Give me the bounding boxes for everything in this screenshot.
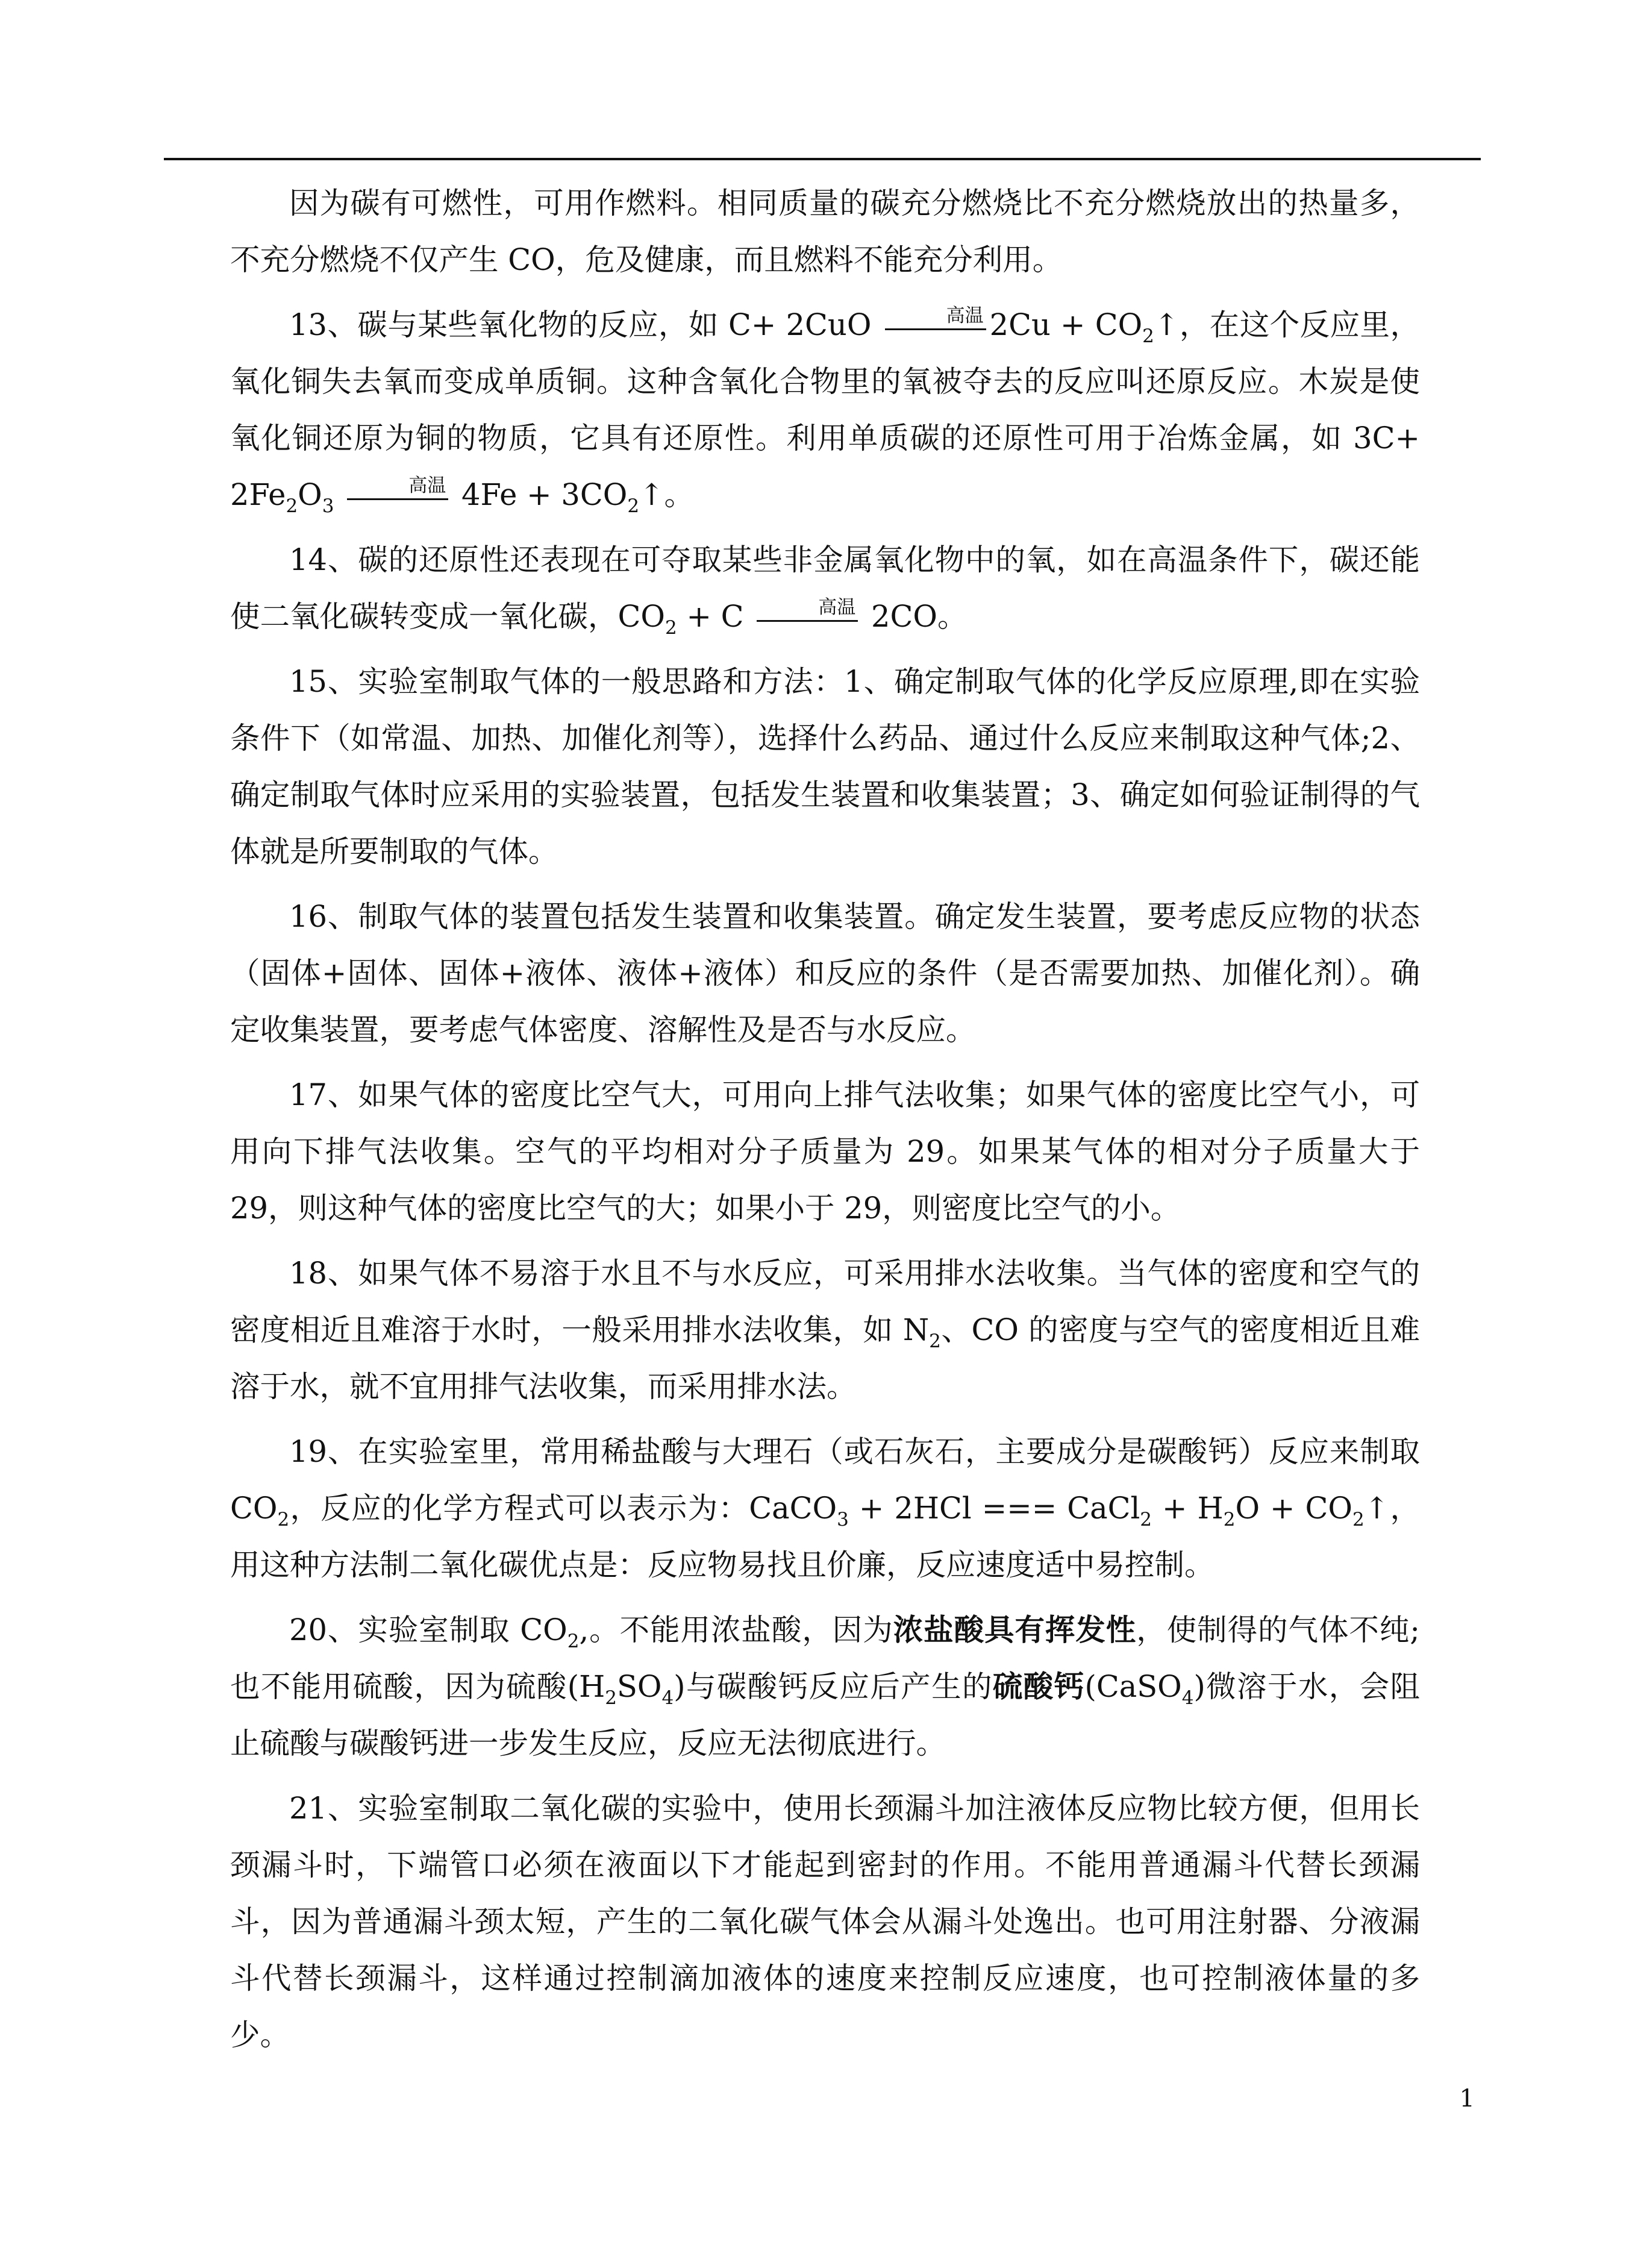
page-number: 1: [1459, 2085, 1475, 2113]
text-fragment: ，反应的化学方程式可以表示为：CaCO: [289, 1491, 837, 1526]
subscript: 2: [286, 495, 298, 517]
text-fragment: 19、在实验室里，常用稀盐酸与大理石（或石灰石，主要成分是碳酸钙）反应来制取 CO: [230, 1434, 1420, 1526]
text-fragment: + 2HCl === CaCl: [848, 1491, 1140, 1526]
paragraph-p12: [230, 175, 1420, 288]
paragraph-p20: [230, 1602, 1420, 1771]
paragraph-p21: [230, 1780, 1420, 2063]
text-fragment: 15、实验室制取气体的一般思路和方法：1、确定制取气体的化学反应原理,即在实验条件下（如常温、加热、加催化剂等），选择什么药品、通过什么反应来制取这种气体;2、确定制取气体时应采用的实验装置，包括发生装置和收集装置；3、确定如何验证制得的气体就是所要制取的气体。: [230, 664, 1420, 869]
text-fragment: 、CO 的密度与空气的密度相近且难溶于水，就不宜用排气法收集，而采用排水法。: [230, 1312, 1420, 1404]
text-fragment: ↑，在这个反应里，氧化铜失去氧而变成单质铜。这种含氧化合物里的氧被夺去的反应叫还原反应。木炭是使氧化铜还原为铜的物质，它具有还原性。利用单质碳的还原性可用于冶炼金属，如 3C+ 2Fe: [230, 307, 1420, 512]
subscript: 2: [627, 495, 640, 517]
reaction-condition: 高温: [753, 598, 861, 617]
subscript: 2: [664, 617, 677, 639]
text-fragment: ，使制得的气体不纯;也不能用硫酸，因为硫酸(H: [230, 1612, 1420, 1704]
text-fragment: 17、如果气体的密度比空气大，可用向上排气法收集；如果气体的密度比空气小，可用向下排气法收集。空气的平均相对分子质量为 29。如果某气体的相对分子质量大于 29，则这种气体的密度比空气的大；如果小于 29，则密度比空气的小。: [230, 1077, 1420, 1226]
paragraph-p16: [230, 888, 1420, 1058]
text-fragment: 14、碳的还原性还表现在可夺取某些非金属氧化物中的氧，如在高温条件下，碳还能使二氧化碳转变成一氧化碳，CO: [230, 542, 1420, 634]
subscript: 2: [1223, 1509, 1236, 1530]
header-rule: [164, 158, 1481, 160]
subscript: 4: [661, 1687, 674, 1709]
paragraph-p19: [230, 1423, 1420, 1593]
text-fragment: (CaSO: [1084, 1669, 1182, 1704]
text-fragment: + H: [1152, 1491, 1224, 1526]
reaction-condition: 高温: [881, 307, 990, 325]
text-fragment: )与碳酸钙反应后产生的: [674, 1669, 993, 1704]
paragraph-p14: [230, 531, 1420, 645]
paragraph-p18: [230, 1245, 1420, 1415]
subscript: 2: [605, 1687, 617, 1709]
text-fragment: SO: [617, 1669, 662, 1704]
subscript: 2: [277, 1509, 290, 1530]
document-body: [230, 175, 1420, 2072]
text-fragment: 4Fe + 3CO: [452, 477, 628, 512]
text-fragment: O + CO: [1235, 1491, 1352, 1526]
paragraph-p17: [230, 1067, 1420, 1236]
text-fragment: O: [298, 477, 322, 512]
bold-text: 浓盐酸具有挥发性: [893, 1612, 1137, 1647]
reaction-condition: 高温: [343, 477, 452, 495]
subscript: 2: [1140, 1509, 1152, 1530]
paragraph-p13: [230, 296, 1420, 523]
text-fragment: 18、如果气体不易溶于水且不与水反应，可采用排水法收集。当气体的密度和空气的密度相近且难溶于水时，一般采用排水法收集，如 N: [230, 1256, 1420, 1347]
subscript: 2: [567, 1631, 580, 1652]
text-fragment: 因为碳有可燃性，可用作燃料。相同质量的碳充分燃烧比不充分燃烧放出的热量多，不充分燃烧不仅产生 CO，危及健康，而且燃料不能充分利用。: [230, 186, 1420, 277]
subscript: 2: [929, 1330, 941, 1352]
text-fragment: 21、实验室制取二氧化碳的实验中，使用长颈漏斗加注液体反应物比较方便，但用长颈漏斗时，下端管口必须在液面以下才能起到密封的作用。不能用普通漏斗代替长颈漏斗，因为普通漏斗颈太短，产生的二氧化碳气体会从漏斗处逸出。也可用注射器、分液漏斗代替长颈漏斗，这样通过控制滴加液体的速度来控制反应速度，也可控制液体量的多少。: [230, 1791, 1420, 2052]
text-fragment: 2Cu + CO: [989, 307, 1143, 342]
text-fragment: ,。不能用浓盐酸，因为: [579, 1612, 893, 1647]
text-fragment: ↑。: [639, 477, 695, 512]
text-fragment: + C: [677, 599, 754, 634]
subscript: 3: [322, 495, 334, 517]
subscript: 4: [1181, 1687, 1194, 1709]
text-fragment: ↑，用这种方法制二氧化碳优点是：反应物易找且价廉，反应速度适中易控制。: [230, 1491, 1420, 1582]
text-fragment: 2CO。: [861, 599, 968, 634]
text-fragment: 16、制取气体的装置包括发生装置和收集装置。确定发生装置，要考虑反应物的状态（固体+固体、固体+液体、液体+液体）和反应的条件（是否需要加热、加催化剂）。确定收集装置，要考虑气体密度、溶解性及是否与水反应。: [230, 899, 1420, 1047]
text-fragment: [334, 477, 344, 512]
bold-text: 硫酸钙: [992, 1669, 1085, 1704]
text-fragment: )微溶于水，会阻止硫酸与碳酸钙进一步发生反应，反应无法彻底进行。: [230, 1669, 1421, 1761]
text-fragment: 20、实验室制取 CO: [289, 1612, 567, 1647]
subscript: 2: [1352, 1509, 1365, 1530]
subscript: 2: [1142, 325, 1154, 347]
subscript: 3: [837, 1509, 849, 1530]
text-fragment: 13、碳与某些氧化物的反应，如 C+ 2CuO: [289, 307, 881, 342]
paragraph-p15: [230, 653, 1420, 880]
